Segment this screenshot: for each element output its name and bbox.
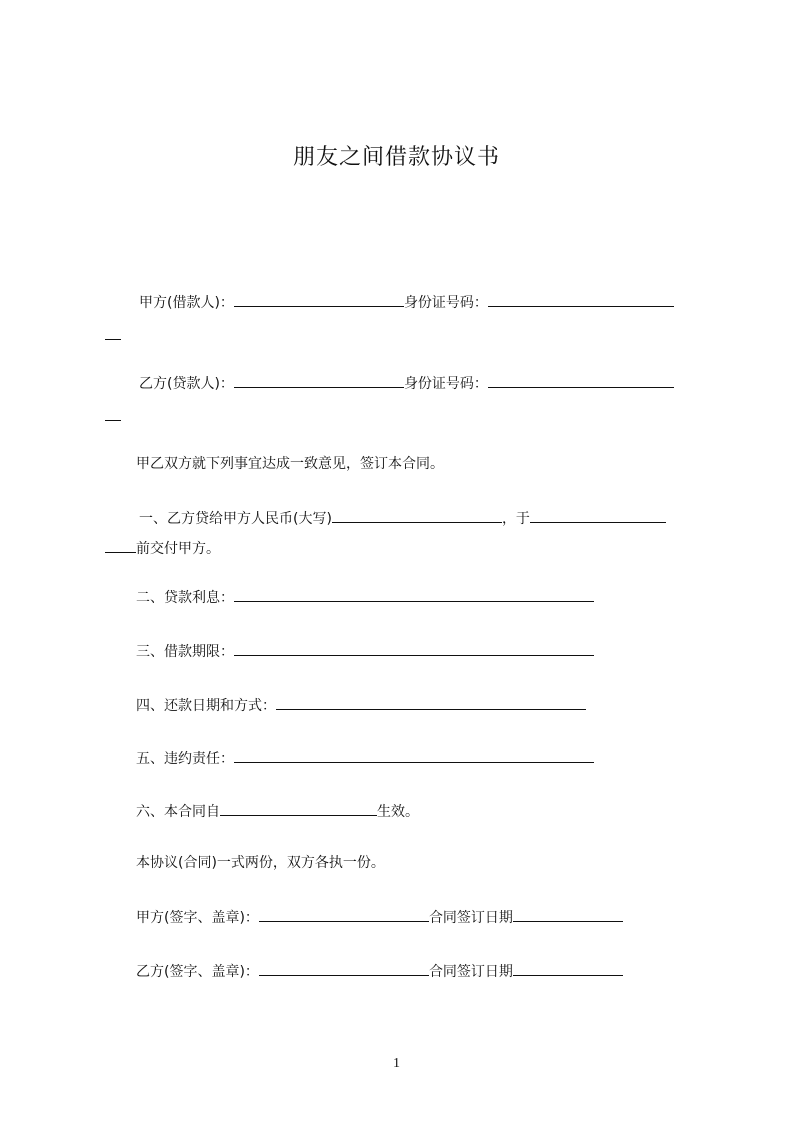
party-b-id-label: 身份证号码： — [403, 376, 488, 392]
clause-3-label: 三、借款期限： — [136, 644, 234, 660]
clause-5-blank[interactable] — [234, 747, 594, 763]
party-a-id-label: 身份证号码： — [403, 295, 488, 311]
sign-b-line — [136, 960, 623, 982]
clause-1-text-b: ，于 — [501, 511, 530, 527]
party-b-name-blank[interactable] — [234, 372, 404, 388]
clause-3-line — [136, 640, 594, 662]
party-a-label: 甲方(借款人)： — [139, 295, 234, 311]
clause-1-text-c: 前交付甲方。 — [136, 541, 220, 557]
sign-b-label: 乙方(签字、盖章)： — [136, 964, 259, 980]
clause-6-text-a: 六、本合同自 — [136, 804, 220, 820]
clause-1-text-a: 一、乙方贷给甲方人民币(大写) — [139, 511, 332, 527]
party-b-id-blank-wrap — [105, 405, 121, 427]
party-a-line — [139, 291, 674, 313]
clause-2-label: 二、贷款利息： — [136, 590, 234, 606]
clause-4-line — [136, 694, 586, 716]
clause-2-blank[interactable] — [234, 586, 594, 602]
sign-b-date-blank[interactable] — [513, 960, 623, 976]
clause-3-blank[interactable] — [234, 640, 594, 656]
clause-1-date-blank[interactable] — [530, 507, 666, 523]
party-a-name-blank[interactable] — [234, 291, 404, 307]
party-b-line — [139, 372, 674, 394]
sign-a-line — [136, 906, 623, 928]
sign-a-signature-blank[interactable] — [259, 906, 429, 922]
clause-6-line — [136, 800, 419, 822]
party-a-id-blank-cont[interactable] — [105, 324, 121, 340]
clause-5-line — [136, 747, 594, 769]
clause-4-blank[interactable] — [276, 694, 586, 710]
clause-1-date-blank-cont[interactable] — [105, 537, 136, 553]
party-a-id-blank[interactable] — [488, 291, 674, 307]
sign-a-date-label: 合同签订日期 — [428, 910, 513, 926]
intro-text: 甲乙双方就下列事宜达成一致意见，签订本合同。 — [136, 456, 444, 472]
party-b-id-blank[interactable] — [488, 372, 674, 388]
clause-1-wrap — [105, 537, 220, 559]
clause-1-amount-blank[interactable] — [332, 507, 502, 523]
party-b-label: 乙方(贷款人)： — [139, 376, 234, 392]
clause-5-label: 五、违约责任： — [136, 751, 234, 767]
sign-b-date-label: 合同签订日期 — [428, 964, 513, 980]
page-number: 1 — [393, 1056, 400, 1071]
copies-text: 本协议(合同)一式两份，双方各执一份。 — [136, 855, 385, 871]
clause-4-label: 四、还款日期和方式： — [136, 698, 276, 714]
party-a-id-blank-wrap — [105, 324, 121, 346]
clause-6-blank[interactable] — [220, 800, 377, 816]
sign-a-label: 甲方(签字、盖章)： — [136, 910, 259, 926]
clause-6-text-b: 生效。 — [377, 804, 419, 820]
party-b-id-blank-cont[interactable] — [105, 405, 121, 421]
sign-a-date-blank[interactable] — [513, 906, 623, 922]
clause-2-line — [136, 586, 594, 608]
clause-1-line — [139, 507, 666, 529]
sign-b-signature-blank[interactable] — [259, 960, 429, 976]
document-title: 朋友之间借款协议书 — [292, 145, 500, 170]
